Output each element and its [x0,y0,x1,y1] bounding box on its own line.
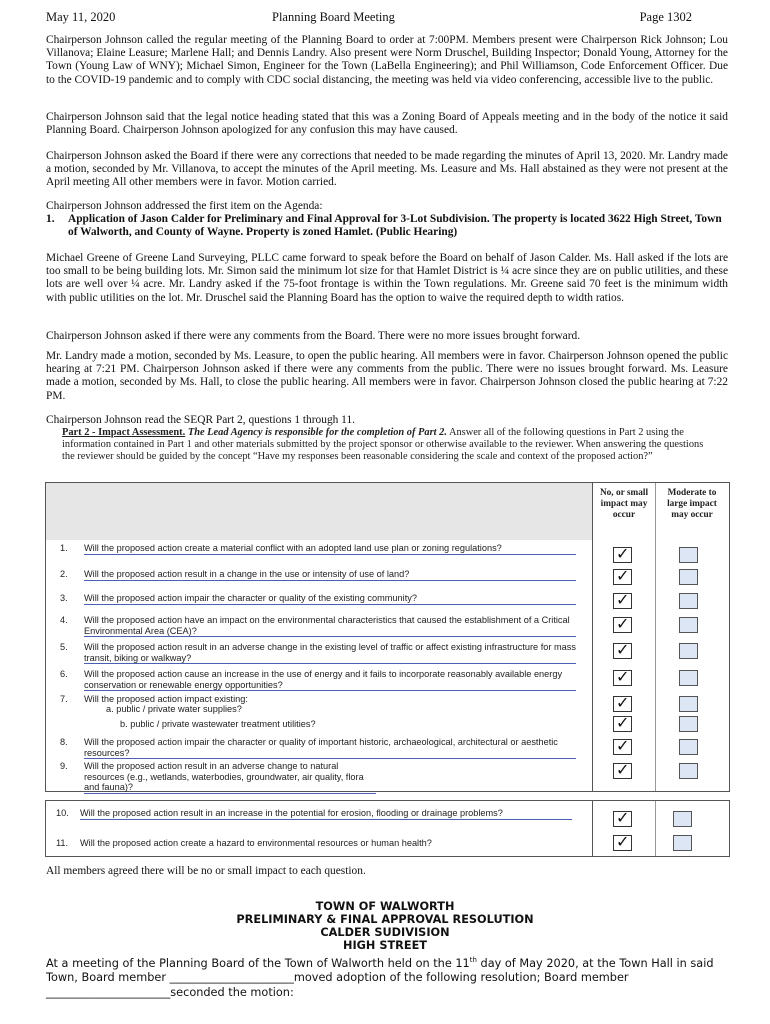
question-number: 8. [60,737,68,747]
question-text: Will the proposed action create a material conflict with an adopted land use plan or zoning regulations? [84,543,576,555]
resolution-heading [0,900,770,952]
paragraph-agreement: All members agreed there will be no or small impact to each question. [46,865,366,877]
resolution-town: TOWN OF WALWORTH [315,900,455,913]
paragraph-public-hearing: Mr. Landry made a motion, seconded by Ms. Leasure, to open the public hearing. All members were in favor. Chairperson Johnson opened the public hearing at 7:21 PM. Chairperson Johnson asked if there were any comments from the public. There were no issues brought forward. Ms. Leasure made a motion, seconded by Ms. Hall, to close the public hearing. All members were in favor. Chairperson Johnson closed the public hearing at 7:22 PM. [46,350,728,402]
small-impact-checkbox-q7b[interactable] [613,713,632,732]
small-impact-checkbox-q8[interactable] [613,736,632,755]
small-impact-checkbox-q4[interactable] [613,614,632,633]
table-header-blank [46,483,592,540]
checkmark-icon: ✓ [616,566,630,585]
question-number: 4. [60,615,68,625]
small-impact-checkbox-q7a[interactable] [613,693,632,712]
moderate-impact-checkbox-q6[interactable] [679,670,698,686]
moderate-impact-checkbox-q7b[interactable] [679,716,698,732]
question-number: 2. [60,569,68,579]
question-number: 10. [56,808,69,818]
moderate-impact-checkbox-q2[interactable] [679,569,698,585]
moderate-impact-checkbox-q3[interactable] [679,593,698,609]
resolution-title: PRELIMINARY & FINAL APPROVAL RESOLUTION [236,913,534,926]
seqr-instructions-text: Answer all of the following questions in Part 2 using the information contained in Part 1 and other materials submitted by the project sponsor or otherwise available to the reviewer. When answering the questions the reviewer should be guided by the concept “Have my responses been reasonable considering the scale and context of the proposed action?” [62,427,704,462]
table-divider [592,483,593,791]
paragraph-legal-notice: Chairperson Johnson said that the legal notice heading stated that this was a Zoning Board of Appeals meeting and in the body of the notice it said Planning Board. Chairperson Johnson apologized for any confusion this may have caused. [46,111,728,137]
motion-text-end: day of May 2020, at the Town Hall in said Town, Board member ______________________moved adoption of the following resolution; Board member ______________________seconded the motion: [46,956,714,999]
column-header-small-impact: No, or small impact may occur [599,488,649,520]
moderate-impact-checkbox-q8[interactable] [679,739,698,755]
question-text: Will the proposed action result in an increase in the potential for erosion, flooding or drainage problems? [80,808,572,820]
agenda-item-number: 1. [46,213,55,225]
column-header-moderate-impact: Moderate to large impact may occur [667,488,717,520]
paragraph-seqr-intro: Chairperson Johnson read the SEQR Part 2, questions 1 through 11. [46,414,355,426]
question-text: b. public / private wastewater treatment utilities? [120,719,316,729]
small-impact-checkbox-q2[interactable] [613,566,632,585]
moderate-impact-checkbox-q1[interactable] [679,547,698,563]
question-text: Will the proposed action impair the character or quality of the existing community? [84,593,576,605]
small-impact-checkbox-q6[interactable] [613,667,632,686]
moderate-impact-checkbox-q7a[interactable] [679,696,698,712]
question-text: Will the proposed action impair the character or quality of important historic, archaeological, architectural or aesthetic resources? [84,737,576,759]
checkmark-icon: ✓ [616,808,630,827]
moderate-impact-checkbox-q11[interactable] [673,835,692,851]
checkmark-icon: ✓ [616,760,630,779]
question-text: Will the proposed action result in an adverse change to natural resources (e.g., wetlands, waterbodies, groundwater, air quality, flora and fauna)? [84,761,376,794]
small-impact-checkbox-q5[interactable] [613,640,632,659]
checkmark-icon: ✓ [616,736,630,755]
header-title: Planning Board Meeting [272,10,395,24]
agenda-item-text: Application of Jason Calder for Preliminary and Final Approval for 3-Lot Subdivision. The property is located 3622 High Street, Town of Walworth, and County of Wayne. Property is zoned Hamlet. (Public Hearing) [68,213,722,239]
seqr-instructions [62,427,712,462]
small-impact-checkbox-q10[interactable] [613,808,632,827]
checkmark-icon: ✓ [616,614,630,633]
table-divider [655,483,656,791]
question-text: a. public / private water supplies? [106,704,242,714]
checkmark-icon: ✓ [616,640,630,659]
question-number: 3. [60,593,68,603]
resolution-street: HIGH STREET [343,939,427,952]
page-header [46,10,692,26]
seqr-title: Part 2 - Impact Assessment. [62,427,186,438]
seqr-table [45,482,730,792]
question-text: Will the proposed action cause an increase in the use of energy and it fails to incorporate reasonably available energy conservation or renewable energy opportunities? [84,669,576,691]
paragraph-discussion: Michael Greene of Greene Land Surveying, PLLC came forward to speak before the Board on behalf of Jason Calder. Ms. Hall asked if the lots are too small to be being building lots. Mr. Simon said the minimum lot size for that Hamlet District is ¼ acre since they are on public utilities, and these lots are well over ¼ acre. Mr. Landry asked if the 75-foot frontage is within the Town regulations. Mr. Greene said 70 feet is the minimum width with public utilities on the lot. Mr. Druschel said the Planning Board has the option to waive the required depth to width ratios. [46,252,728,304]
small-impact-checkbox-q1[interactable] [613,544,632,563]
checkmark-icon: ✓ [616,590,630,609]
motion-text-start: At a meeting of the Planning Board of the Town of Walworth held on the 11 [46,956,470,970]
moderate-impact-checkbox-q5[interactable] [679,643,698,659]
checkmark-icon: ✓ [616,832,630,851]
question-number: 9. [60,761,68,771]
moderate-impact-checkbox-q4[interactable] [679,617,698,633]
question-number: 7. [60,694,68,704]
header-date: May 11, 2020 [46,10,116,24]
question-number: 5. [60,642,68,652]
question-number: 1. [60,543,68,553]
table-divider [592,801,593,856]
question-text: Will the proposed action result in a change in the use or intensity of use of land? [84,569,576,581]
seqr-emphasis: The Lead Agency is responsible for the completion of Part 2. [187,427,447,438]
question-number: 11. [56,838,69,848]
resolution-subdivision: CALDER SUDIVISION [320,926,450,939]
moderate-impact-checkbox-q10[interactable] [673,811,692,827]
seqr-table-continued [45,800,730,857]
paragraph-minutes: Chairperson Johnson asked the Board if there were any corrections that needed to be made regarding the minutes of April 13, 2020. Mr. Landry made a motion, seconded by Mr. Villanova, to accept the minutes of the April meeting. Ms. Leasure and Ms. Hall abstained as they were not present at the April meeting All other members were in favor. Motion carried. [46,150,728,189]
question-number: 6. [60,669,68,679]
paragraph-agenda-intro: Chairperson Johnson addressed the first item on the Agenda: [46,200,323,212]
small-impact-checkbox-q11[interactable] [613,832,632,851]
checkmark-icon: ✓ [616,544,630,563]
agenda-item-1 [46,213,728,241]
table-divider [655,801,656,856]
moderate-impact-checkbox-q9[interactable] [679,763,698,779]
header-page-number: Page 1302 [639,10,692,24]
paragraph-resolution-motion [46,953,728,1000]
small-impact-checkbox-q9[interactable] [613,760,632,779]
paragraph-board-comments: Chairperson Johnson asked if there were any comments from the Board. There were no more issues brought forward. [46,330,581,342]
paragraph-attendance: Chairperson Johnson called the regular meeting of the Planning Board to order at 7:00PM. Members present were Chairperson Rick Johnson; Lou Villanova; Elaine Leasure; Marlene Hall; and Dennis Landry. Also present were Norm Druschel, Building Inspector; Donald Young, Attorney for the Town (Young Law of WNY); Michael Simon, Engineer for the Town (LaBella Engineering); and Phil Williamson, Code Enforcement Officer. Due to the COVID-19 pandemic and to comply with CDC social distancing, the meeting was held via video conferencing, accessible live to the public. [46,34,728,86]
checkmark-icon: ✓ [616,667,630,686]
checkmark-icon: ✓ [616,713,630,732]
question-text: Will the proposed action create a hazard to environmental resources or human health? [80,838,432,848]
question-text: Will the proposed action result in an adverse change in the existing level of traffic or affect existing infrastructure for mass transit, biking or walkway? [84,642,576,663]
small-impact-checkbox-q3[interactable] [613,590,632,609]
question-text: Will the proposed action impact existing: [84,694,248,704]
question-text: Will the proposed action have an impact on the environmental characteristics that caused the establishment of a Critical Environmental Area (CEA)? [84,615,576,637]
checkmark-icon: ✓ [616,693,630,712]
ordinal-suffix: th [469,956,477,964]
